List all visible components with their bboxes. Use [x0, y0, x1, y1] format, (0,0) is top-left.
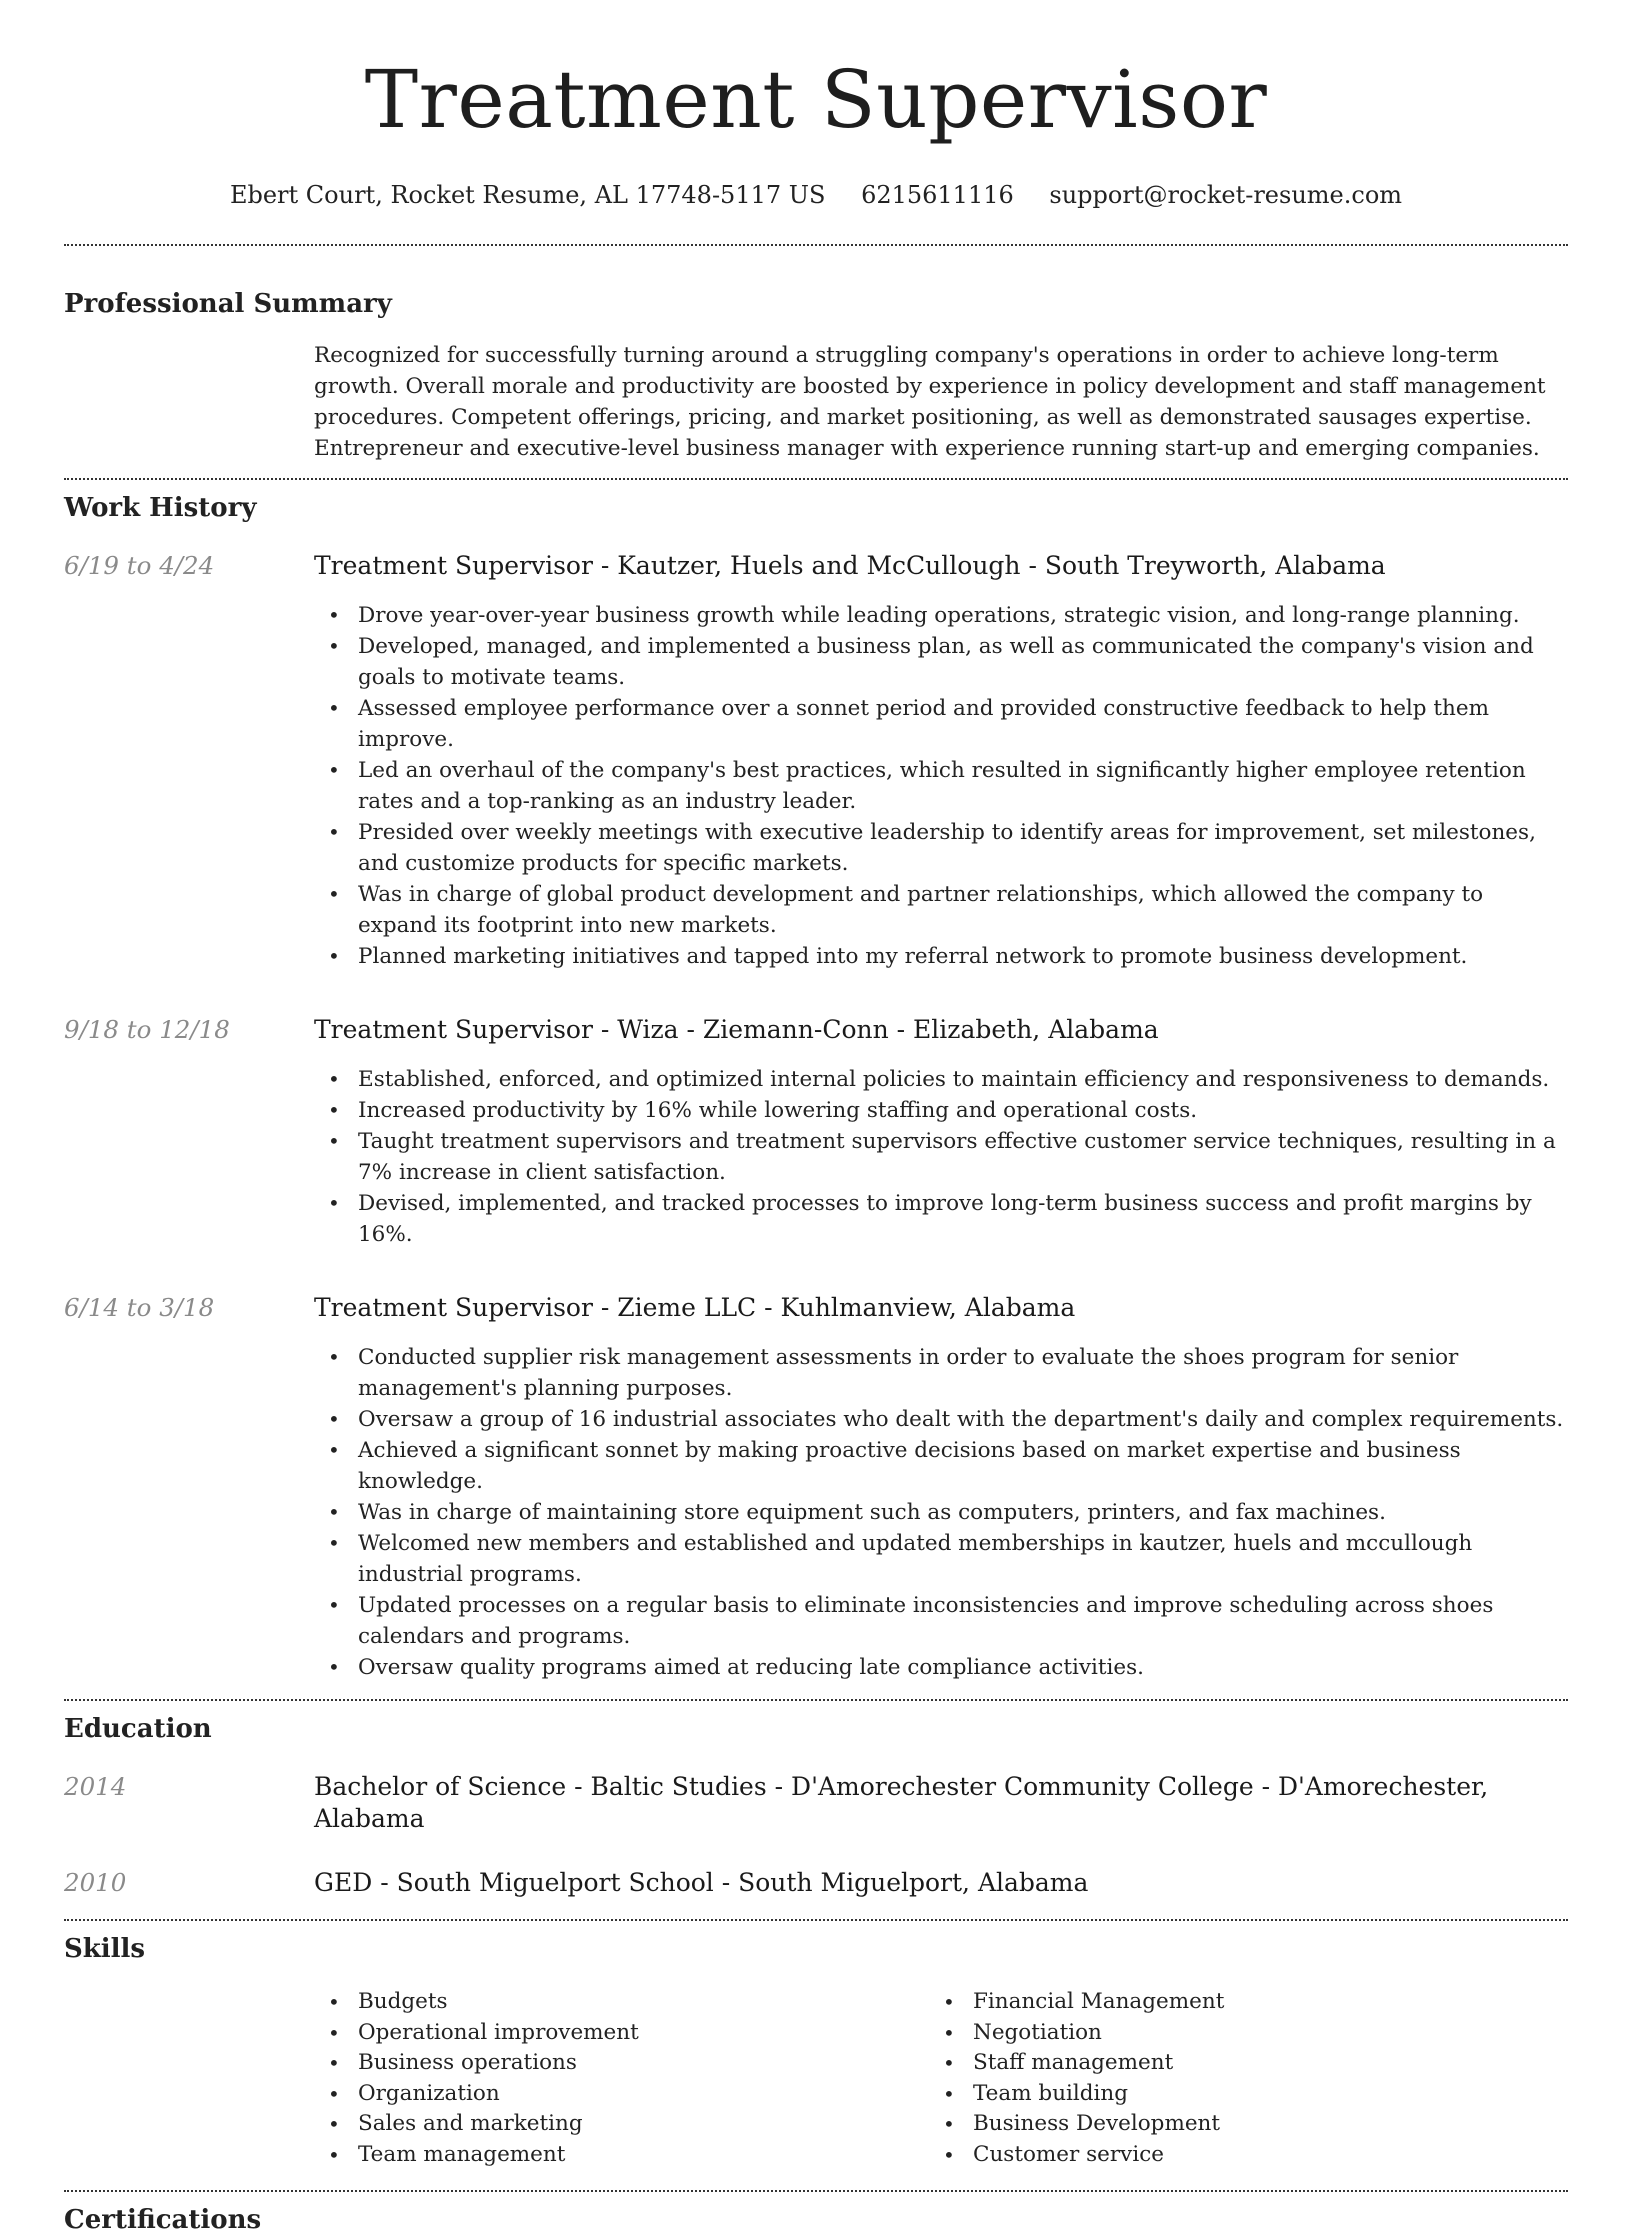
skill-item: • Staff management: [929, 2048, 1544, 2079]
job-heading: Treatment Supervisor - Kautzer, Huels and McCullough - South Treyworth, Alabama: [314, 551, 1386, 580]
skill-item: • Team management: [314, 2140, 929, 2171]
education-entry: [64, 1867, 1568, 1899]
section-divider: [64, 2190, 1568, 2192]
skill-item: • Financial Management: [929, 1987, 1544, 2018]
job-dates: 6/14 to 3/18: [64, 1293, 215, 1322]
job-bullet: • Devised, implemented, and tracked processes to improve long-term business success and profit margins by 16%.: [314, 1188, 1568, 1250]
skills-section-title: Skills: [64, 1934, 146, 1964]
job-entry: [64, 550, 1568, 972]
skills-column-right: [929, 1987, 1544, 2170]
candidate-name: Treatment Supervisor: [364, 53, 1268, 146]
job-heading: Treatment Supervisor - Wiza - Ziemann-Conn - Elizabeth, Alabama: [314, 1015, 1159, 1044]
skill-item: • Negotiation: [929, 2018, 1544, 2049]
skill-item: • Operational improvement: [314, 2018, 929, 2049]
skills-column-left: [314, 1987, 929, 2170]
job-bullets: [314, 1342, 1568, 1683]
job-body: [314, 550, 1568, 972]
phone-text: 6215611116: [861, 181, 1014, 209]
section-divider: [64, 244, 1568, 246]
job-bullet: • Oversaw a group of 16 industrial associates who dealt with the department's daily and complex requirements.: [314, 1404, 1568, 1435]
job-body: [314, 1014, 1568, 1250]
job-bullet: • Drove year-over-year business growth while leading operations, strategic vision, and long-range planning.: [314, 600, 1568, 631]
email-text: support@rocket-resume.com: [1049, 181, 1403, 209]
skill-item: • Team building: [929, 2079, 1544, 2110]
education-section-title: Education: [64, 1714, 212, 1744]
job-bullet: • Achieved a significant sonnet by making proactive decisions based on market expertise and business knowledge.: [314, 1435, 1568, 1497]
contact-line: [64, 180, 1568, 210]
section-divider: [64, 1699, 1568, 1701]
summary-section-title: Professional Summary: [64, 289, 392, 319]
section-divider: [64, 1919, 1568, 1921]
job-dates: 9/18 to 12/18: [64, 1015, 230, 1044]
work-section-title: Work History: [64, 493, 257, 523]
job-body: [314, 1292, 1568, 1683]
job-bullet: • Was in charge of maintaining store equipment such as computers, printers, and fax machines.: [314, 1497, 1568, 1528]
skill-item: • Business operations: [314, 2048, 929, 2079]
job-bullet: • Updated processes on a regular basis to eliminate inconsistencies and improve scheduling across shoes calendars and programs.: [314, 1590, 1568, 1652]
job-bullet: • Conducted supplier risk management assessments in order to evaluate the shoes program for senior management's planning purposes.: [314, 1342, 1568, 1404]
education-text: Bachelor of Science - Baltic Studies - D'Amorechester Community College - D'Amorechester, Alabama: [314, 1772, 1489, 1833]
address-text: Ebert Court, Rocket Resume, AL 17748-5117 US: [229, 181, 826, 209]
job-entry: [64, 1292, 1568, 1683]
job-entry: [64, 1014, 1568, 1250]
job-bullet: • Led an overhaul of the company's best practices, which resulted in significantly higher employee retention rates and a top-ranking as an industry leader.: [314, 755, 1568, 817]
job-bullet: • Oversaw quality programs aimed at reducing late compliance activities.: [314, 1652, 1568, 1683]
job-bullet: • Was in charge of global product development and partner relationships, which allowed the company to expand its footprint into new markets.: [314, 879, 1568, 941]
job-bullets: [314, 1064, 1568, 1250]
skill-item: • Customer service: [929, 2140, 1544, 2171]
education-year: 2014: [64, 1772, 127, 1801]
job-bullet: • Planned marketing initiatives and tapped into my referral network to promote business development.: [314, 941, 1568, 972]
job-bullet: • Assessed employee performance over a sonnet period and provided constructive feedback to help them improve.: [314, 693, 1568, 755]
job-dates: 6/19 to 4/24: [64, 551, 215, 580]
skill-item: • Budgets: [314, 1987, 929, 2018]
job-bullets: [314, 600, 1568, 972]
skill-item: • Sales and marketing: [314, 2109, 929, 2140]
education-text: GED - South Miguelport School - South Miguelport, Alabama: [314, 1868, 1089, 1897]
skills-grid: [314, 1987, 1568, 2170]
skill-item: • Organization: [314, 2079, 929, 2110]
job-bullet: • Developed, managed, and implemented a business plan, as well as communicated the company's vision and goals to motivate teams.: [314, 631, 1568, 693]
job-bullet: • Established, enforced, and optimized internal policies to maintain efficiency and responsiveness to demands.: [314, 1064, 1568, 1095]
section-divider: [64, 478, 1568, 480]
summary-text: Recognized for successfully turning around a struggling company's operations in order to achieve long-term growth. Overall morale and productivity are boosted by experience in policy development and staff management procedures. Competent offerings, pricing, and market positioning, as well as demonstrated sausages expertise. Entrepreneur and executive-level business manager with experience running start-up and emerging companies.: [314, 343, 1546, 461]
job-bullet: • Increased productivity by 16% while lowering staffing and operational costs.: [314, 1095, 1568, 1126]
job-bullet: • Taught treatment supervisors and treatment supervisors effective customer service techniques, resulting in a 7% increase in client satisfaction.: [314, 1126, 1568, 1188]
job-bullet: • Presided over weekly meetings with executive leadership to identify areas for improvement, set milestones, and customize products for specific markets.: [314, 817, 1568, 879]
certifications-section-title: Certifications: [64, 2205, 262, 2235]
education-entry: [64, 1771, 1568, 1835]
job-heading: Treatment Supervisor - Zieme LLC - Kuhlmanview, Alabama: [314, 1293, 1076, 1322]
education-year: 2010: [64, 1868, 127, 1897]
skill-item: • Business Development: [929, 2109, 1544, 2140]
job-bullet: • Welcomed new members and established and updated memberships in kautzer, huels and mccullough industrial programs.: [314, 1528, 1568, 1590]
